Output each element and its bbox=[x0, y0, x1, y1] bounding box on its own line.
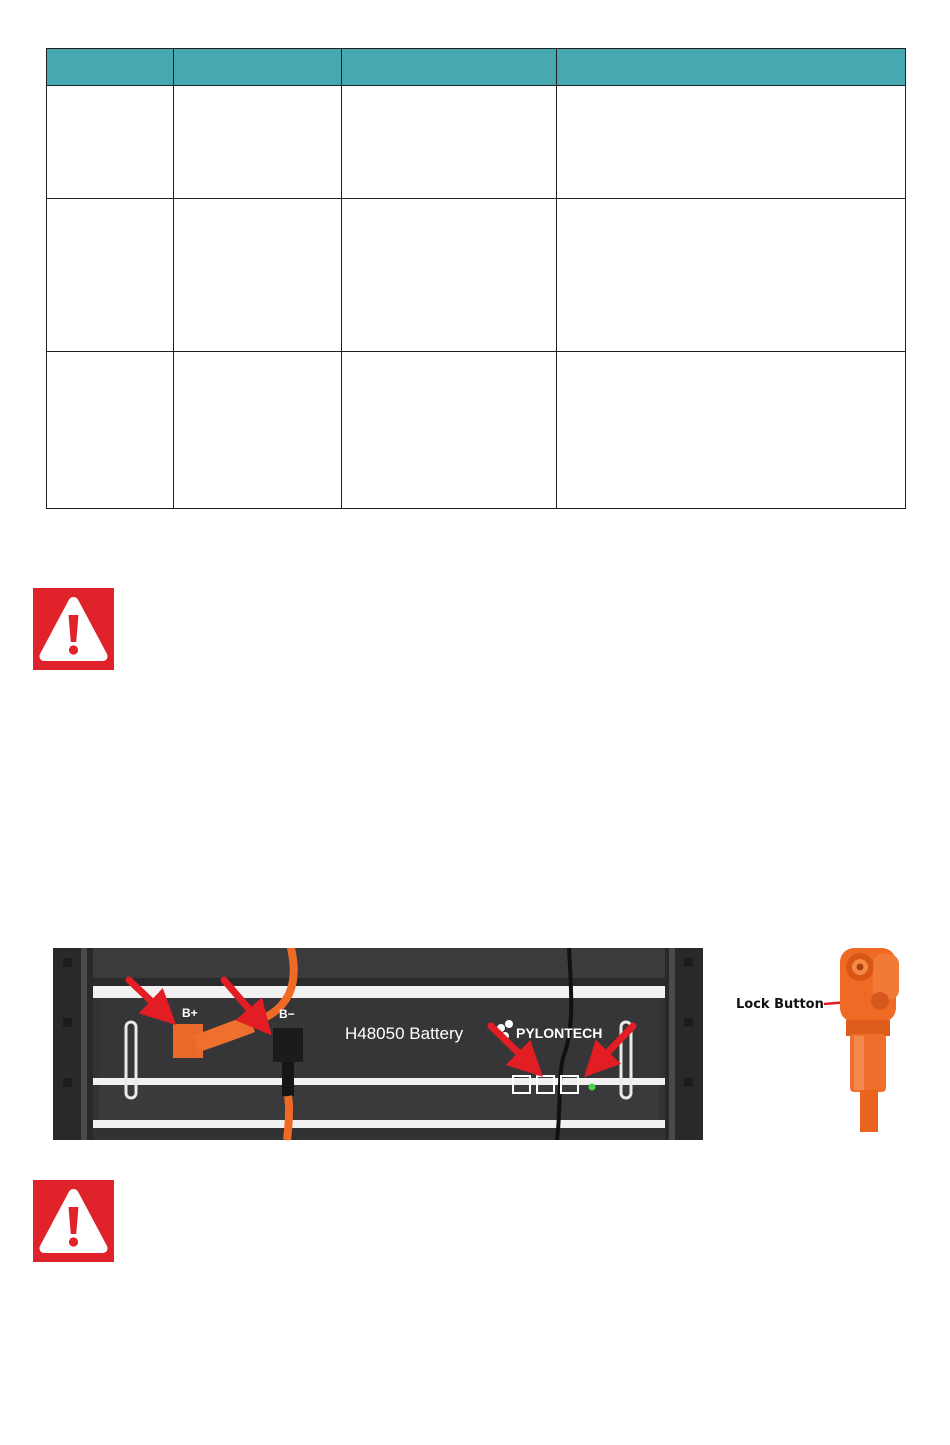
table-row bbox=[47, 199, 906, 352]
table-header-cell bbox=[174, 49, 342, 86]
spec-table bbox=[46, 48, 906, 509]
warning-triangle-icon bbox=[33, 1180, 114, 1262]
lock-button-label: Lock Button bbox=[736, 997, 824, 1012]
positive-terminal-label: B+ bbox=[182, 1006, 198, 1020]
table-cell bbox=[342, 352, 557, 509]
table-row bbox=[47, 352, 906, 509]
table-header-cell bbox=[342, 49, 557, 86]
table-cell bbox=[47, 199, 174, 352]
table-cell bbox=[342, 86, 557, 199]
battery-rack-figure bbox=[53, 948, 703, 1140]
product-label: H48050 Battery bbox=[345, 1024, 464, 1043]
table-header-cell bbox=[47, 49, 174, 86]
table-cell bbox=[174, 352, 342, 509]
table-cell bbox=[47, 352, 174, 509]
warning-triangle-icon bbox=[33, 588, 114, 670]
table-cell bbox=[557, 86, 906, 199]
table-cell bbox=[557, 352, 906, 509]
table-cell bbox=[342, 199, 557, 352]
connector-figure bbox=[732, 940, 922, 1135]
table-header-row bbox=[47, 49, 906, 86]
table-cell bbox=[174, 86, 342, 199]
table-row bbox=[47, 86, 906, 199]
negative-terminal-label: B− bbox=[279, 1007, 295, 1021]
table-cell bbox=[174, 199, 342, 352]
svg-text:PYLONTECH: PYLONTECH bbox=[516, 1025, 603, 1041]
table-header-cell bbox=[557, 49, 906, 86]
table-cell bbox=[557, 199, 906, 352]
table-cell bbox=[47, 86, 174, 199]
